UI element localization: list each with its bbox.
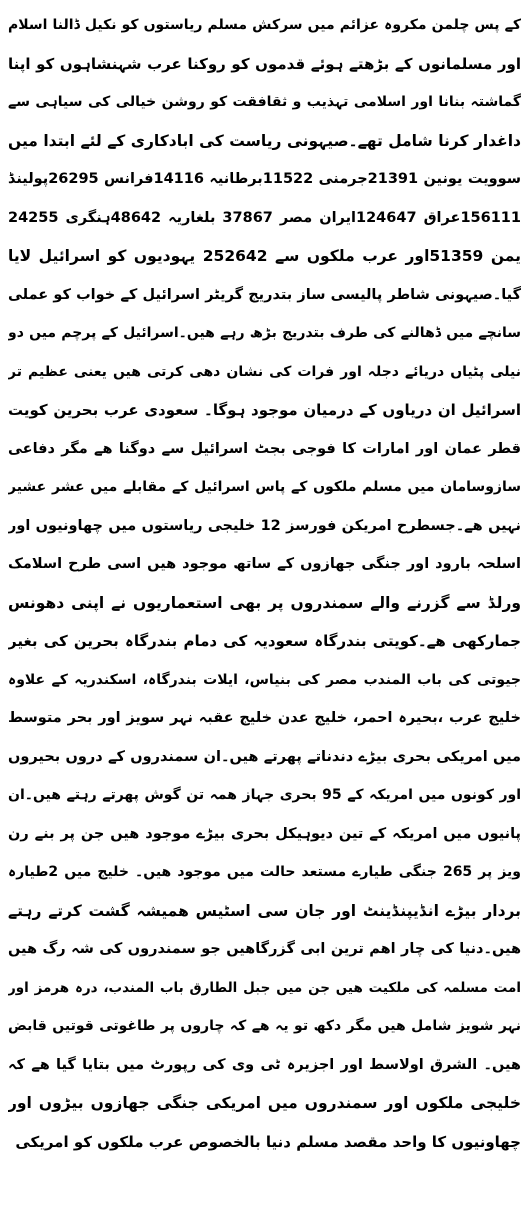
text-line: سانچے میں ڈھالنے کی طرف بتدریج بڑھ رہے ھیں۔اسرائیل کے پرچم میں دو bbox=[8, 325, 521, 341]
text-line: 156111عراق 124647ایران مصر 37867 بلغاریہ 48642ہنگری 24255 bbox=[8, 209, 521, 226]
text-line: گماشتہ بنانا اور اسلامی تہذیب و ثقافقت کو روشن خیالی کی سیاہی سے bbox=[8, 94, 521, 110]
text-line: اور مسلمانوں کے بڑھتے ہوئے قدموں کو روکنا عرب شہنشاہوں کو اپنا bbox=[8, 54, 521, 73]
text-line: یمن 51359اور عرب ملکوں سے 252642 یہودیوں کو اسرائیل لایا bbox=[8, 247, 521, 265]
text-line: میں امریکی بحری بیڑے دندناتے پھرتے ھیں۔ان سمندروں کے دروں بحیروں bbox=[8, 748, 521, 765]
text-line: ویز پر 265 جنگی طیارے مستعد حالت میں موجود ھیں۔ خلیج میں 2طیارہ bbox=[8, 864, 521, 880]
text-line: نہیں ھے۔جسطرح امریکن فورسز 12 خلیجی ریاستوں میں چھاونیوں اور bbox=[8, 517, 521, 534]
text-line: چھاونیوں کا واحد مقصد مسلم دنیا بالخصوص عرب ملکوں کو امریکی bbox=[15, 1132, 521, 1151]
text-line: اور کونوں میں امریکہ کے 95 بحری جہاز ھمہ تن گوش پھرتے رہتے ھیں۔ان bbox=[8, 787, 521, 803]
text-line: ھیں۔ الشرق اولاسط اور اجزیرہ ٹی وی کی رپورٹ میں بتایا گیا ھے کہ bbox=[8, 1056, 521, 1073]
text-line: ورلڈ سے گزرنے والے سمندروں پر بھی استعماریوں نے اپنی دھونس bbox=[8, 593, 521, 612]
text-line: جمارکھی ھے۔کویتی بندرگاہ سعودیہ کی دمام بندرگاہ بحرین کی بغیر bbox=[8, 632, 521, 650]
article-text bbox=[8, 6, 521, 1161]
text-line: قطر عمان اور امارات کا فوجی بجٹ اسرائیل سے دوگنا ھے مگر دفاعی bbox=[8, 440, 521, 457]
text-line: سوویت یونین 21391جرمنی 11522برطانیہ 14116فرانس 26295پولینڈ bbox=[8, 171, 521, 187]
text-line: خلیجی ملکوں اور سمندروں میں امریکی جنگی جھازوں بیڑوں اور bbox=[8, 1094, 521, 1112]
text-line: اسلحہ بارود اور جنگی جھازوں کے ساتھ موجود ھیں اسی طرح اسلامک bbox=[8, 556, 521, 572]
text-line: کے پس چلمن مکروہ عزائم میں سرکش مسلم ریاستوں کو نکیل ڈالنا اسلام bbox=[8, 17, 521, 33]
text-line: امت مسلمہ کی ملکیت ھیں جن میں جبل الطارق باب المندب، درہ ھرمز اور bbox=[8, 979, 521, 996]
text-line: سازوسامان میں مسلم ملکوں کے پاس اسرائیل کے مقابلے میں عشر عشیر bbox=[8, 479, 521, 495]
text-line: بردار بیڑے انڈیپنڈینٹ اور جان سی اسٹیس ھمیشہ گشت کرتے رہتے bbox=[8, 901, 521, 920]
text-line: ھیں۔دنیا کی چار اھم ترین ابی گزرگاھیں جو سمندروں کی شہ رگ ھیں bbox=[8, 941, 521, 957]
text-line: خلیج عرب ،بحیرہ احمر، خلیج عدن خلیج عقبہ نہر سویز اور بحر متوسط bbox=[8, 710, 521, 726]
text-line: اسرائیل ان دریاوں کے درمیان موجود ہوگا۔ سعودی عرب بحرین کویت bbox=[8, 401, 521, 419]
text-line: نیلی پٹیاں دریائے دجلہ اور فرات کی نشان دھی کرتی ھیں یعنی عظیم تر bbox=[8, 363, 521, 380]
text-line: داغدار کرنا شامل تھے۔صیہونی ریاست کی ابادکاری کے لئے ابتدا میں bbox=[8, 131, 521, 150]
text-line: گیا۔صیہونی شاطر پالیسی ساز بتدریج گریٹر اسرائیل کے خواب کو عملی bbox=[8, 286, 521, 303]
text-line: جیوتی کی باب المندب مصر کی بنیاس، ایلات بندرگاہ، اسکندریہ کے علاوہ bbox=[8, 671, 521, 688]
text-line: نہر شویز شامل ھیں مگر دکھ تو یہ ھے کہ چاروں پر طاغوتی قوتیں قابض bbox=[8, 1018, 521, 1034]
text-line: پانیوں میں امریکہ کے تین دیوہیکل بحری بیڑے موجود ھیں جن پر بنے رن bbox=[8, 825, 521, 842]
